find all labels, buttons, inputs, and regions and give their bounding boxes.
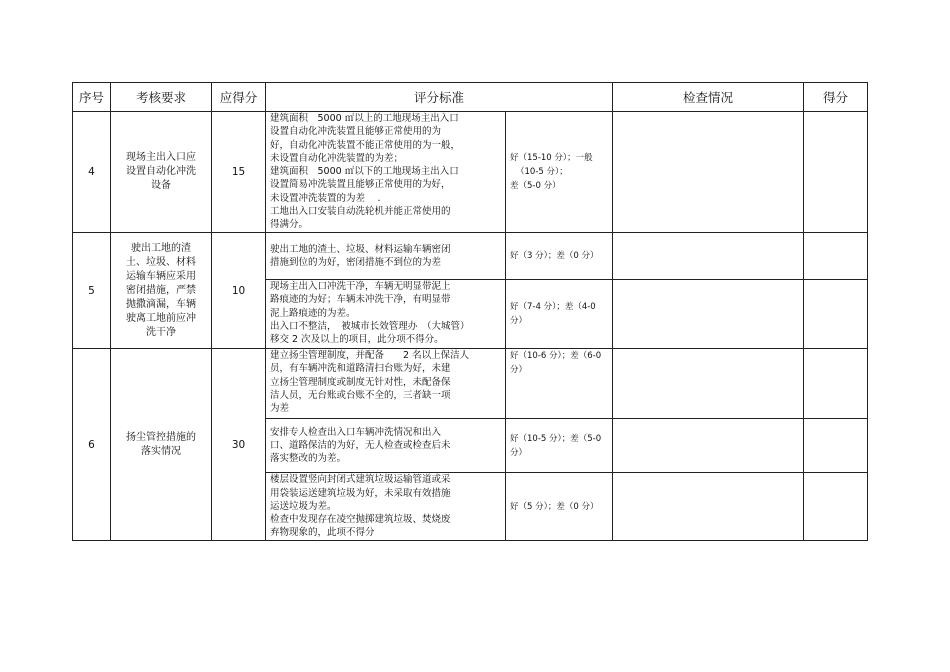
points-cell: 30 xyxy=(212,349,266,541)
standard-line: 路痕迹的为好；车辆未冲洗干净，有明显带 xyxy=(270,294,451,306)
header-inspection: 检查情况 xyxy=(613,83,804,112)
table-row xyxy=(73,233,868,280)
standard-cell xyxy=(266,473,506,541)
score-range-line: 好（10-5 分）；差（5-0 xyxy=(510,433,602,444)
score-input-cell[interactable] xyxy=(804,112,868,233)
score-range-line: 好（3 分）；差（0 分） xyxy=(510,251,599,261)
score-range-cell xyxy=(506,349,613,419)
score-input-cell[interactable] xyxy=(804,233,868,280)
inspection-input-cell[interactable] xyxy=(613,419,804,473)
assessment-table xyxy=(72,82,868,541)
standard-line: 安排专人检查出入口车辆冲洗情况和出入 xyxy=(270,426,442,438)
standard-line: 移交 2 次及以上的项目，此分项不得分。 xyxy=(270,334,444,346)
score-range-line: 差（5-0 分） xyxy=(510,181,561,191)
header-row xyxy=(73,83,868,112)
points-cell: 15 xyxy=(212,112,266,233)
seq-cell: 6 xyxy=(73,349,111,541)
requirement-line: 驶出工地的渣 xyxy=(131,242,191,254)
standard-line: 现场主出入口冲洗干净，车辆无明显带泥上 xyxy=(270,281,451,292)
standard-line: 好，自动化冲洗装置不能正常使用的为一般， xyxy=(270,139,461,151)
standard-line: 出入口不整洁， 被城市长效管理办 （大城管） xyxy=(270,320,470,332)
standard-line: 未设置自动化冲洗装置的为差； xyxy=(270,152,404,164)
score-range-cell xyxy=(506,419,613,473)
standard-line: 楼层设置竖向封闭式建筑垃圾运输管道或采 xyxy=(270,474,451,486)
requirement-line: 驶离工地前应冲 xyxy=(126,312,196,324)
standard-line: 设置自动化冲洗装置且能够正常使用的为 xyxy=(270,126,442,138)
requirement-cell xyxy=(111,233,212,349)
inspection-input-cell[interactable] xyxy=(613,473,804,541)
standard-cell xyxy=(266,349,506,419)
standard-line: 洁人员，无台账或台账不全的，三者缺一项 xyxy=(270,389,451,401)
score-range-line: 好（7-4 分）；差（4-0 xyxy=(510,302,596,312)
requirement-cell xyxy=(111,349,212,541)
requirement-line: 抛撒滴漏，车辆 xyxy=(126,298,196,310)
standard-line: 运送垃圾为差。 xyxy=(270,500,337,512)
score-range-cell xyxy=(506,280,613,349)
standard-line: 工地出入口安装自动洗轮机并能正常使用的 xyxy=(270,206,451,218)
standard-line: 设置简易冲洗装置且能够正常使用的为好， xyxy=(270,179,451,191)
header-seq: 序号 xyxy=(73,83,111,112)
requirement-line: 洗干净 xyxy=(146,326,176,338)
inspection-input-cell[interactable] xyxy=(613,349,804,419)
score-input-cell[interactable] xyxy=(804,473,868,541)
standard-line: 建筑面积 5000 ㎡以下的工地现场主出入口 xyxy=(270,166,459,178)
table-row xyxy=(73,112,868,233)
standard-line: 为差 xyxy=(270,403,290,415)
standard-cell xyxy=(266,419,506,473)
score-range-line: 分） xyxy=(510,365,528,375)
seq-cell: 5 xyxy=(73,233,111,349)
score-range-cell xyxy=(506,112,613,233)
score-range-line: 好（10-6 分）；差（6-0 xyxy=(510,351,602,361)
standard-line: 员，有车辆冲洗和道路清扫台账为好，未建 xyxy=(270,363,451,375)
score-input-cell[interactable] xyxy=(804,419,868,473)
standard-line: 落实整改的为差。 xyxy=(270,453,347,465)
inspection-input-cell[interactable] xyxy=(613,233,804,280)
standard-line: 得满分。 xyxy=(270,219,309,231)
seq-cell: 4 xyxy=(73,112,111,233)
standard-line: 检查中发现存在凌空抛掷建筑垃圾、焚烧废 xyxy=(270,514,451,526)
inspection-input-cell[interactable] xyxy=(613,112,804,233)
requirement-line: 运输车辆应采用 xyxy=(126,270,196,282)
standard-line: 立扬尘管理制度或制度无针对性，未配备保 xyxy=(270,376,451,388)
score-input-cell[interactable] xyxy=(804,349,868,419)
standard-line: 建筑面积 5000 ㎡以上的工地现场主出入口 xyxy=(270,113,459,124)
header-score: 得分 xyxy=(804,83,868,112)
standard-line: 建立扬尘管理制度，并配备 2 名以上保洁人 xyxy=(270,350,470,361)
standard-line: 用袋装运送建筑垃圾为好，未采取有效措施 xyxy=(270,487,451,499)
inspection-input-cell[interactable] xyxy=(613,280,804,349)
table-row xyxy=(73,349,868,419)
score-range-line: 好（15-10 分）；一般 xyxy=(510,153,593,163)
requirement-line: 现场主出入口应 xyxy=(126,152,196,163)
requirement-line: 设置自动化冲洗 xyxy=(126,166,196,177)
header-standard: 评分标准 xyxy=(266,83,613,112)
standard-line: 口、道路保洁的为好，无人检查或检查后未 xyxy=(270,439,451,451)
requirement-line: 落实情况 xyxy=(141,445,181,457)
requirement-line: 土、垃圾、材料 xyxy=(126,256,196,268)
score-range-line: （10-5 分）； xyxy=(516,167,568,177)
score-range-cell xyxy=(506,473,613,541)
requirement-line: 扬尘管控措施的 xyxy=(126,431,196,443)
standard-line: 弃物现象的，此项不得分 xyxy=(270,527,375,539)
score-input-cell[interactable] xyxy=(804,280,868,349)
standard-line: 驶出工地的渣土、垃圾、材料运输车辆密闭 xyxy=(270,243,451,255)
header-points: 应得分 xyxy=(212,83,266,112)
requirement-cell xyxy=(111,112,212,233)
standard-cell xyxy=(266,280,506,349)
score-range-cell xyxy=(506,233,613,280)
header-requirement: 考核要求 xyxy=(111,83,212,112)
score-range-line: 分） xyxy=(510,316,528,326)
standard-line: 措施到位的为好，密闭措施不到位的为差 xyxy=(270,257,442,268)
requirement-line: 密闭措施，严禁 xyxy=(126,284,196,296)
standard-line: 泥上路痕迹的为差。 xyxy=(270,307,356,319)
points-cell: 10 xyxy=(212,233,266,349)
standard-cell xyxy=(266,112,506,233)
requirement-line: 设备 xyxy=(151,180,171,191)
score-range-line: 分） xyxy=(510,447,528,458)
standard-line: 未设置冲洗装置的为差 . xyxy=(270,192,381,204)
standard-cell xyxy=(266,233,506,280)
score-range-line: 好（5 分）；差（0 分） xyxy=(510,501,599,512)
